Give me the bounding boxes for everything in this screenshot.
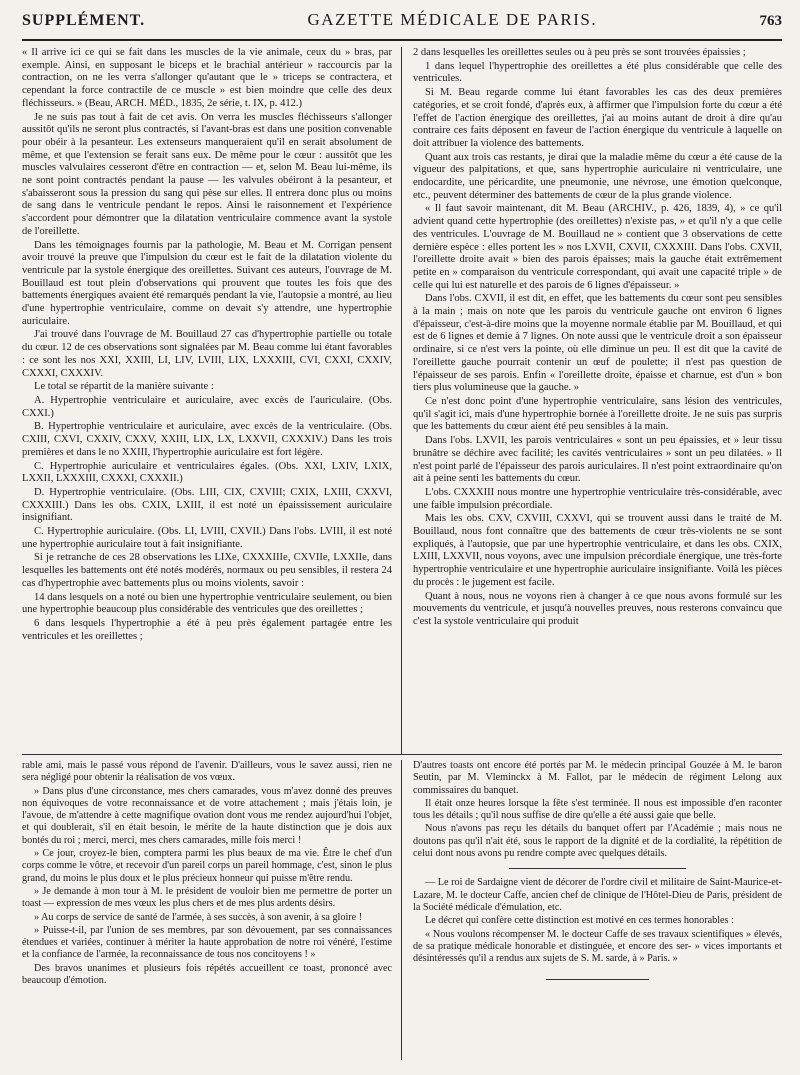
- paragraph: 6 dans lesquels l'hypertrophie a été à peu près également partagée entre les ventricules et les oreillettes ;: [22, 617, 392, 642]
- paragraph: Le total se répartit de la manière suivante :: [34, 381, 214, 393]
- main-article: [22, 47, 782, 755]
- paragraph: Si M. Beau regarde comme lui étant favorables les cas des deux premières catégories, et se croit fondé, d'après eux, à affirmer que l'impulsion forte du cœur a été l'effet de l'action énergique des oreillettes, j'ai au moins autant de droit à dire qu'au contraire ces faits déposent en faveur de l'action énergique du ventricule à laquelle on doit attribuer la violence des battements.: [413, 87, 782, 149]
- paragraph: Je ne suis pas tout à fait de cet avis. On verra les muscles fléchisseurs s'allonger aussitôt qu'ils ne seront plus contractés, si l'avant-bras est dans une position convenable pour obéir à la pesanteur. Les extenseurs manqueraient qu'il en serait absolument de même, et que l'extension se ferait sans eux. De même pour le cœur : aussitôt que les muscles valvulaires cesseront d'être en contraction — et, selon M. Beau lui-même, ils ne sont point contractés pendant la pause — les valvules obéiront à la pesanteur, et s'abaisseront sous la pression du sang qui pèse sur elles. Il entrera donc plus ou moins de sang dans le ventricule pendant le repos. Ainsi le raisonnement et l'expérience s'accordent pour démontrer que la dilatation ventriculaire commence avant la systole de l'oreillette.: [22, 111, 392, 237]
- paragraph: 2 dans lesquelles les oreillettes seules ou à peu près se sont trouvées épaissies ;: [413, 47, 746, 58]
- paragraph: 14 dans lesquels on a noté ou bien une hypertrophie ventriculaire seulement, ou bien une hypertrophie beaucoup plus considérable des ventricules que des oreillettes ;: [22, 591, 392, 616]
- paragraph: L'obs. CXXXIII nous montre une hypertrophie ventriculaire très-considérable, avec une faible impulsion précordiale.: [413, 486, 782, 511]
- paragraph: Des bravos unanimes et plusieurs fois répétés accueillent ce toast, prononcé avec beaucoup d'émotion.: [22, 962, 392, 987]
- article-column-left: [22, 47, 402, 754]
- paragraph: Il était onze heures lorsque la fête s'est terminée. Il nous est impossible d'en raconter tous les détails ; qu'il nous suffise de dire qu'elle a été aussi gaie que belle.: [413, 797, 782, 822]
- feuilleton-column-left: [22, 760, 402, 1060]
- paragraph: Dans l'obs. CXVII, il est dit, en effet, que les battements du cœur sont peu sensibles à la main ; mais on note que les parois du ventricule gauche ont environ 6 lignes d'épaisseur, c'est-à-dire moins que la moyenne normale établie par M. Bouillaud, et qui est de 6 lignes et demie à 7 lignes. On note aussi que le ventricule droit a son épaisseur ordinaire, si ce n'est vers la pointe, où elle diminue un peu. Il est dit que la cavité de l'oreillette gauche pourrait contenir un œuf de poulette; il n'est pas question de l'épaisseur de ses parois. Enfin « l'oreillette droite, épaisse et charnue, est d'un » bon tiers plus volumineuse que la gauche. »: [413, 293, 782, 394]
- paragraph: D. Hypertrophie ventriculaire. (Obs. LIII, CIX, CXVIII; CXIX, LXIII, CXXVI, CXXXIII.) Dans les obs. CXIX, LXIII, il est noté un épaississement auriculaire insignifiant.: [22, 486, 392, 524]
- paragraph: « Il arrive ici ce qui se fait dans les muscles de la vie animale, ceux du » bras, par exemple. Ainsi, en supposant le biceps et le brachial antérieur » raccourcis par la contraction, on ne les verra s'allonger qu'autant que le » triceps se contractera, et cependant la force contractile de ce muscle » est bien moindre que celle des deux fléchisseurs. » (Beau, ARCH. MÉD., 1835, 2e série, t. IX, p. 412.): [22, 47, 392, 109]
- page-header: [22, 10, 782, 41]
- paragraph: » Je demande à mon tour à M. le président de vouloir bien me permettre de porter un toast — expression de mes vœux les plus chers et de mes plus ardents désirs.: [22, 885, 392, 910]
- paragraph: J'ai trouvé dans l'ouvrage de M. Bouillaud 27 cas d'hypertrophie partielle ou totale du cœur. 12 de ces observations sont signalées par M. Beau comme lui étant favorables : ce sont les nos XXI, XXIII, LI, LIV, LVIII, LIX, LXXXIII, CVI, CXXI, CXXIV, CXXXI, CXXXIV.: [22, 329, 392, 379]
- paragraph: A. Hypertrophie ventriculaire et auriculaire, avec excès de l'auriculaire. (Obs. CXXI.): [22, 394, 392, 419]
- paragraph: Nous n'avons pas reçu les détails du banquet offert par l'Académie ; mais nous ne doutons pas qu'il n'ait été, sous le rapport de la dignité et de la cordialité, la répétition de celui dont nous avons pu rendre compte avec quelques détails.: [413, 823, 782, 860]
- paragraph: Dans les témoignages fournis par la pathologie, M. Beau et M. Corrigan pensent avoir trouvé la preuve que l'impulsion du cœur est le fait de la dilatation violente du ventricule par la systole énergique des oreillettes. Suivant ces auteurs, l'ouvrage de M. Bouillaud est tout plein d'observations qui prouvent que toutes les fois que des battements énergiques avaient été remarqués pendant la vie, l'autopsie a montré, au lieu d'une hypertrophie ventriculaire, comme on devait s'y attendre, une hypertrophie auriculaire.: [22, 239, 392, 327]
- paragraph: » Dans plus d'une circonstance, mes chers camarades, vous m'avez donné des preuves non équivoques de votre reconnaissance et de votre attachement ; mais j'étais loin, je l'avoue, de m'attendre à cette magnifique ovation dont vous me rendez aujourd'hui l'objet, et qui doublerait, s'il en était besoin, le mérite de la haute distinction que je dois aux bontés du roi ; merci, merci, mes chers camarades, mille fois merci !: [22, 785, 392, 846]
- article-column-right: [402, 47, 782, 754]
- paragraph: » Puisse-t-il, par l'union de ses membres, par son dévouement, par ses connaissances étendues et variées, continuer à mériter la haute approbation de notre roi vénéré, l'estime et la confiance de l'armée, la reconnaissance de tous nos concitoyens ! »: [22, 924, 392, 961]
- paragraph: C. Hypertrophie auriculaire. (Obs. LI, LVIII, CXVII.) Dans l'obs. LVIII, il est noté une hypertrophie auriculaire tout à fait insignifiante.: [22, 526, 392, 550]
- feuilleton: [22, 760, 782, 1060]
- paragraph: D'autres toasts ont encore été portés par M. le médecin principal Gouzée à M. le baron Seutin, par M. Vleminckx à M. Fallot, par le médecin de régiment Lelong aux commissaires du banquet.: [413, 760, 782, 796]
- paragraph: « Il faut savoir maintenant, dit M. Beau (ARCHIV., p. 426, 1839, 4), » ce qu'il advient quand cette hypertrophie (des oreillettes) n'existe pas, » et qu'il n'y a que celle des ventricules. L'ouvrage de M. Bouillaud ne » contient que 3 observations de cette dernière espèce : elles portent les » nos LXVII, CXVII, CXXXIII. Dans l'obs. CXVII, l'oreillette droite avait » bien des parois épaisses; mais la gauche était extrêmement petite en » comparaison du ventricule correspondant, qui avait une capacité triple » de celle qui lui est naturelle et des parois de 6 lignes d'épaisseur. »: [413, 203, 782, 291]
- paragraph: » Au corps de service de santé de l'armée, à ses succès, à son avenir, à sa gloire !: [34, 911, 363, 923]
- end-divider: [546, 979, 649, 980]
- feuilleton-column-right: [402, 760, 782, 1060]
- page-number: 763: [759, 13, 782, 29]
- paragraph: B. Hypertrophie ventriculaire et auriculaire, avec excès de la ventriculaire. (Obs. CXIII, CXVI, CXXIV, CXXV, XXIII, LIX, LX, LXXVII, CXXXIV.) Dans les trois premières et dans le no XXIII, l'hypertrophie auriculaire est fort légère.: [22, 421, 392, 458]
- paragraph: — Le roi de Sardaigne vient de décorer de l'ordre civil et militaire de Saint-Maurice-et-Lazare, M. le docteur Caffe, ancien chef de clinique de l'Hôtel-Dieu de Paris, président de la Société médicale d'émulation, etc.: [413, 877, 782, 913]
- paragraph: 1 dans lequel l'hypertrophie des oreillettes a été plus considérable que celle des ventricules.: [413, 60, 782, 85]
- paragraph: Quant aux trois cas restants, je dirai que la maladie même du cœur a été cause de la vigueur des palpitations, et que, sans hypertrophie auriculaire ni ventriculaire, une endocardite, une péricardite, une pneumonie, une névrose, une émotion quelconque, etc., peuvent déterminer des battements de cœur de la plus grande violence.: [413, 151, 782, 201]
- paragraph: Si je retranche de ces 28 observations les LIXe, CXXXIIIe, CXVIIe, LXXIIe, dans lesquelles les battements ont été notés modérés, normaux ou peu sensibles, il restera 24 cas d'hypertrophie avec battements plus ou moins violents, savoir :: [22, 552, 392, 589]
- paragraph: rable ami, mais le passé vous répond de l'avenir. D'ailleurs, vous le savez aussi, rien ne sera négligé pour obtenir la réalisation de vos vœux.: [22, 760, 392, 784]
- paragraph: Quant à nous, nous ne voyons rien à changer à ce que nous avons formulé sur les mouvements du ventricule, et jusqu'à nouvelles preuves, nous resterons convaincu que c'est la systole ventriculaire qui produit: [413, 590, 782, 627]
- paragraph: Dans l'obs. LXVII, les parois ventriculaires « sont un peu épaissies, et » leur tissu brunâtre se déchire avec facilité; les cavités ventriculaires » sont un peu dilatées. » Il n'est point parlé de l'épaisseur des parois auriculaires. Il n'est point extraordinaire qu'on ait à peine senti les battements du cœur.: [413, 435, 782, 485]
- journal-title: GAZETTE MÉDICALE DE PARIS.: [307, 10, 598, 29]
- paragraph: » Ce jour, croyez-le bien, comptera parmi les plus beaux de ma vie. Être le chef d'un corps comme le vôtre, et recevoir d'un pareil corps un pareil hommage, c'est, sinon le plus grand, du moins le plus doux et le plus précieux honneur qui puisse m'être rendu.: [22, 848, 392, 884]
- paragraph: Le décret qui confère cette distinction est motivé en ces termes honorables :: [425, 915, 734, 927]
- paragraph: C. Hypertrophie auriculaire et ventriculaires égales. (Obs. XXI, LXIV, LXIX, LXXII, LXXXIII, CXXXI, CXXXII.): [22, 460, 392, 485]
- supplement-label: SUPPLÉMENT.: [22, 12, 146, 29]
- paragraph: Mais les obs. CXV, CXVIII, CXXVI, qui se trouvent aussi dans le traité de M. Bouillaud, nous font connaître que des battements de cœur très-violents ne se sont expliqués, à l'autopsie, que par une hypertrophie ventriculaire, et dans les obs. CXIX, LXIII, LXXVII, nous voyons, avec une impulsion précordiale énergique, une très-forte hypertrophie ventriculaire et une hypertrophie auriculaire insignifiante. Voilà les pièces du procès : le jugement est facile.: [413, 513, 782, 588]
- section-divider: [509, 868, 686, 869]
- paragraph: « Nous voulons récompenser M. le docteur Caffe de ses travaux scientifiques » élevés, de sa pratique médicale honorable et distinguée, et encore des ser- » vices importants et désintéressés qu'il a rendus aux sujets de S. M. sarde, à » Paris. »: [413, 928, 782, 965]
- paragraph: Ce n'est donc point d'une hypertrophie ventriculaire, sans lésion des ventricules, qu'il s'agit ici, mais d'une hypertrophie bornée à l'oreillette droite. Je ne suis pas surpris que les battements du cœur aient été peu sensibles à la main.: [413, 395, 782, 433]
